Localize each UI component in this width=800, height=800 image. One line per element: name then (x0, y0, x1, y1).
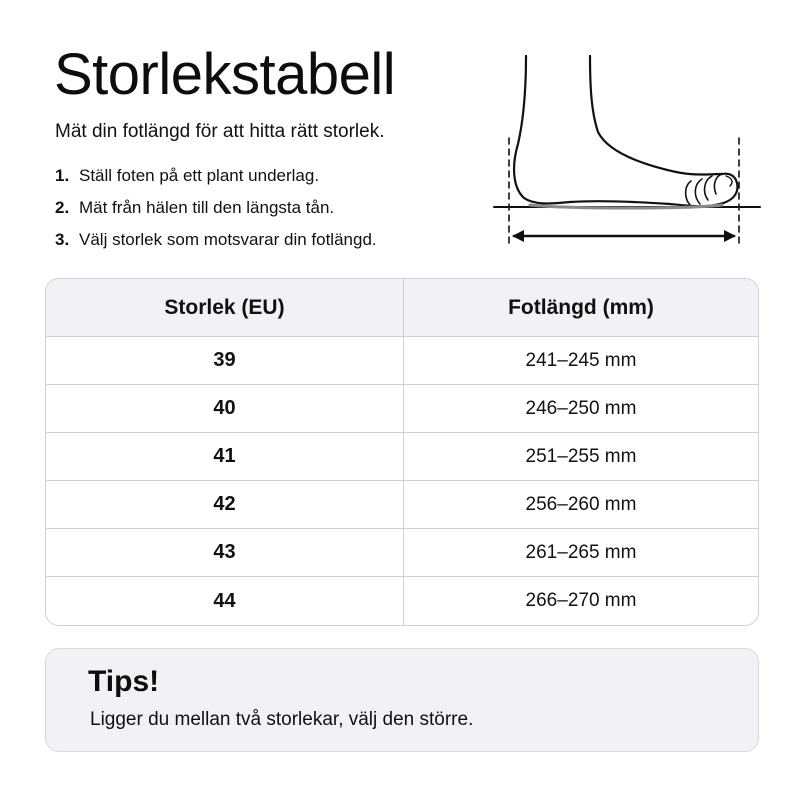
table-row (46, 337, 758, 385)
step-1 (55, 165, 377, 197)
step-number: 3. (55, 230, 70, 249)
tips-title: Tips! (88, 665, 160, 698)
size-cell: 40 (46, 385, 404, 432)
tips-text: Ligger du mellan två storlekar, välj den större. (90, 709, 474, 730)
size-cell: 43 (46, 529, 404, 576)
table-row (46, 529, 758, 577)
table-header-row (46, 279, 758, 337)
size-cell: 39 (46, 337, 404, 384)
length-cell: 266–270 mm (525, 590, 637, 611)
size-cell: 42 (46, 481, 404, 528)
instruction-steps (55, 165, 377, 261)
length-cell: 261–265 mm (525, 541, 637, 563)
page-subtitle: Mät din fotlängd för att hitta rätt storlek. (55, 121, 385, 142)
column-header-size: Storlek (EU) (46, 279, 404, 336)
length-cell: 256–260 mm (525, 493, 637, 515)
table-row (46, 385, 758, 433)
step-number: 2. (55, 198, 70, 217)
step-3 (55, 229, 377, 261)
table-row (46, 433, 758, 481)
step-number: 1. (55, 166, 70, 185)
table-row (46, 577, 758, 625)
tips-box (45, 648, 759, 752)
step-text: Välj storlek som motsvarar din fotlängd. (79, 230, 377, 249)
column-header-length: Fotlängd (mm) (508, 295, 654, 319)
length-cell: 251–255 mm (525, 445, 637, 467)
foot-measurement-icon (490, 52, 762, 252)
step-2 (55, 197, 377, 229)
table-row (46, 481, 758, 529)
page-title: Storlekstabell (54, 42, 396, 107)
step-text: Mät från hälen till den längsta tån. (79, 198, 335, 217)
step-text: Ställ foten på ett plant underlag. (79, 166, 320, 185)
length-cell: 241–245 mm (525, 349, 637, 371)
size-cell: 41 (46, 433, 404, 480)
length-cell: 246–250 mm (525, 397, 637, 419)
size-cell: 44 (46, 577, 404, 625)
size-table (45, 278, 759, 626)
